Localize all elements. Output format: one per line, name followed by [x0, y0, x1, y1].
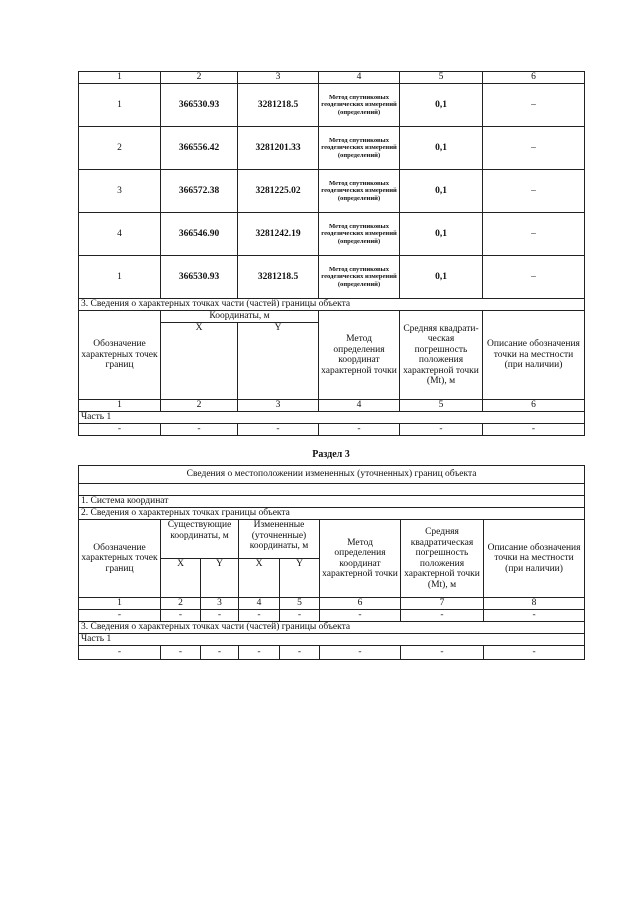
col-description: Описание обозначения точки на местности (при наличии)	[483, 311, 585, 400]
dash-cell: -	[484, 610, 585, 622]
point-number: 1	[79, 256, 161, 299]
dash-cell: -	[320, 646, 401, 660]
dash-cell: -	[161, 610, 201, 622]
col-method: Метод определения координат характерной точки	[320, 520, 401, 598]
table-header-numbers	[79, 72, 585, 84]
method: Метод спутниковых геодезических измерений (определений)	[319, 170, 400, 213]
coord-x: 366572.38	[161, 170, 238, 213]
description: –	[483, 84, 585, 127]
error-value: 0,1	[400, 213, 483, 256]
part-label: Часть 1	[79, 634, 585, 646]
dash-cell: -	[320, 610, 401, 622]
method: Метод спутниковых геодезических измерений (определений)	[319, 256, 400, 299]
method: Метод спутниковых геодезических измерений (определений)	[319, 127, 400, 170]
description: –	[483, 170, 585, 213]
header-number-cell: 4	[319, 72, 400, 84]
header-number-cell: 6	[483, 72, 585, 84]
parts-section-title: 3. Сведения о характерных точках части (частей) границы объекта	[79, 299, 585, 311]
col-designation: Обозначение характерных точек границ	[79, 311, 161, 400]
table-row	[79, 127, 585, 170]
footer-number-cell: 5	[400, 400, 483, 412]
table-row	[79, 84, 585, 127]
parts-section-title: 3. Сведения о характерных точках части (частей) границы объекта	[79, 622, 585, 634]
dash-cell: -	[239, 646, 280, 660]
table-row	[79, 610, 585, 622]
number-cell: 1	[79, 598, 161, 610]
table-title-row	[79, 466, 585, 484]
header-row	[79, 520, 585, 559]
error-value: 0,1	[400, 170, 483, 213]
footer-number-cell: 6	[483, 400, 585, 412]
header-number-cell: 2	[161, 72, 238, 84]
dash-cell: -	[79, 424, 161, 436]
header-number-cell: 3	[238, 72, 319, 84]
table-row	[79, 646, 585, 660]
section-row	[79, 496, 585, 508]
number-cell: 4	[239, 598, 280, 610]
dash-cell: -	[280, 646, 320, 660]
number-cell: 8	[484, 598, 585, 610]
description: –	[483, 127, 585, 170]
coord-x: 366546.90	[161, 213, 238, 256]
coord-y: 3281242.19	[238, 213, 319, 256]
number-cell: 3	[201, 598, 239, 610]
part-label: Часть 1	[79, 412, 585, 424]
col-x: X	[161, 323, 238, 400]
coordinates-table	[78, 71, 585, 436]
blank-row	[79, 484, 585, 496]
description: –	[483, 256, 585, 299]
col-designation: Обозначение характерных точек границ	[79, 520, 161, 598]
col-description: Описание обозначения точки на местности (при наличии)	[484, 520, 585, 598]
number-cell: 2	[161, 598, 201, 610]
footer-number-cell: 2	[161, 400, 238, 412]
dash-cell: -	[201, 610, 239, 622]
number-cell: 5	[280, 598, 320, 610]
numbers-row	[79, 598, 585, 610]
dash-cell: -	[400, 424, 483, 436]
coord-y: 3281218.5	[238, 256, 319, 299]
point-number: 2	[79, 127, 161, 170]
method: Метод спутниковых геодезических измерений (определений)	[319, 213, 400, 256]
dash-cell: -	[79, 646, 161, 660]
col-y: Y	[238, 323, 319, 400]
coord-system-label: 1. Система координат	[79, 496, 585, 508]
points-section-title: 2. Сведения о характерных точках границы объекта	[79, 508, 585, 520]
footer-number-cell: 1	[79, 400, 161, 412]
error-value: 0,1	[400, 127, 483, 170]
number-cell: 6	[320, 598, 401, 610]
point-number: 1	[79, 84, 161, 127]
parts-header-row	[79, 311, 585, 323]
dash-cell: -	[401, 610, 484, 622]
point-number: 4	[79, 213, 161, 256]
dash-cell: -	[484, 646, 585, 660]
error-value: 0,1	[400, 84, 483, 127]
footer-number-cell: 3	[238, 400, 319, 412]
method: Метод спутниковых геодезических измерений (определений)	[319, 84, 400, 127]
coord-y: 3281225.02	[238, 170, 319, 213]
table-row	[79, 424, 585, 436]
col-x: X	[239, 559, 280, 598]
table-row	[79, 213, 585, 256]
col-method: Метод определения координат характерной точки	[319, 311, 400, 400]
point-number: 3	[79, 170, 161, 213]
col-changed: Измененные (уточненные) координаты, м	[239, 520, 320, 559]
dash-cell: -	[401, 646, 484, 660]
description: –	[483, 213, 585, 256]
section-row	[79, 299, 585, 311]
part-row	[79, 634, 585, 646]
dash-cell: -	[319, 424, 400, 436]
dash-cell: -	[201, 646, 239, 660]
blank-cell	[79, 484, 585, 496]
dash-cell: -	[161, 424, 238, 436]
coord-x: 366556.42	[161, 127, 238, 170]
col-existing: Существующие координаты, м	[161, 520, 239, 559]
col-x: X	[161, 559, 201, 598]
part-row	[79, 412, 585, 424]
dash-cell: -	[280, 610, 320, 622]
header-number-cell: 5	[400, 72, 483, 84]
header-number-cell: 1	[79, 72, 161, 84]
table-row	[79, 170, 585, 213]
number-cell: 7	[401, 598, 484, 610]
table-row	[79, 256, 585, 299]
footer-number-cell: 4	[319, 400, 400, 412]
coord-y: 3281218.5	[238, 84, 319, 127]
dash-cell: -	[161, 646, 201, 660]
col-coords: Координаты, м	[161, 311, 319, 323]
col-y: Y	[280, 559, 320, 598]
table-title: Сведения о местоположении измененных (уточненных) границ объекта	[79, 466, 585, 484]
error-value: 0,1	[400, 256, 483, 299]
col-error: Средняя квадратическая погрешность положения характерной точки (Mt), м	[401, 520, 484, 598]
section-row	[79, 508, 585, 520]
footer-numbers-row	[79, 400, 585, 412]
col-error: Средняя квадрати-ческая погрешность положения характерной точки (Mt), м	[400, 311, 483, 400]
dash-cell: -	[483, 424, 585, 436]
changed-boundaries-table	[78, 465, 585, 660]
coord-x: 366530.93	[161, 256, 238, 299]
section-row	[79, 622, 585, 634]
dash-cell: -	[79, 610, 161, 622]
coord-y: 3281201.33	[238, 127, 319, 170]
dash-cell: -	[238, 424, 319, 436]
section-title: Раздел 3	[312, 449, 350, 460]
dash-cell: -	[239, 610, 280, 622]
col-y: Y	[201, 559, 239, 598]
coord-x: 366530.93	[161, 84, 238, 127]
